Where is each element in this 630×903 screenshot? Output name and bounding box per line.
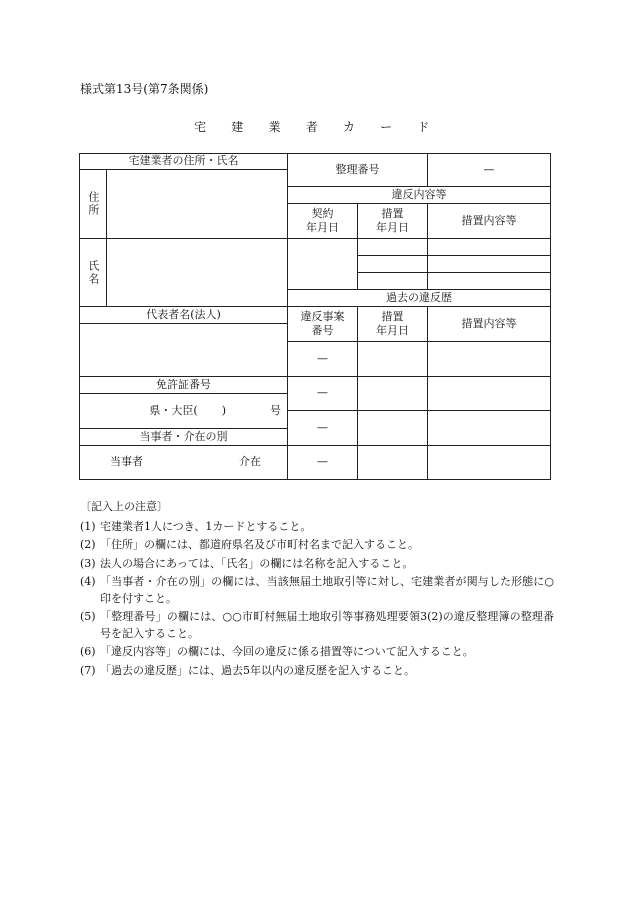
history-date-field[interactable] <box>358 377 428 411</box>
note-item: (3) 法人の場合にあっては、「氏名」の欄には名称を記入すること。 <box>80 556 414 570</box>
violation-contract-date-field[interactable] <box>288 239 358 290</box>
violation-col-contract-date: 契約 年月日 <box>288 204 358 239</box>
violation-row-date-field[interactable] <box>358 239 428 256</box>
history-date-field[interactable] <box>358 342 428 377</box>
history-date-field[interactable] <box>358 411 428 446</box>
notes-heading: 〔記入上の注意〕 <box>80 500 168 513</box>
form-number: 様式第13号(第7条関係) <box>80 82 209 96</box>
note-item: (7) 「過去の違反歴」には、過去5年以内の違反歴を記入すること。 <box>80 663 415 677</box>
history-header-cell: 過去の違反歴 <box>288 290 551 307</box>
history-detail-field[interactable] <box>428 377 551 411</box>
address-label-cell: 住所 <box>79 170 107 239</box>
ref-value-cell: — <box>428 153 551 187</box>
party-option-principal[interactable]: 当事者 <box>110 455 143 469</box>
history-row: — <box>288 446 358 480</box>
history-detail-field[interactable] <box>428 411 551 446</box>
violation-row-detail-field[interactable] <box>428 256 551 273</box>
name-field[interactable] <box>107 239 288 307</box>
address-field[interactable] <box>107 170 288 239</box>
history-row: — <box>288 411 358 446</box>
license-label-cell: 免許証番号 <box>79 377 288 394</box>
violation-row-detail-field[interactable] <box>428 273 551 290</box>
violation-col-action-date: 措置 年月日 <box>358 204 428 239</box>
history-date-field[interactable] <box>358 446 428 480</box>
license-field[interactable]: 県・大臣( ) 号 <box>79 394 288 429</box>
rep-label-cell: 代表者名(法人) <box>79 307 288 324</box>
violation-row-detail-field[interactable] <box>428 239 551 256</box>
party-option-intermediary[interactable]: 介在 <box>239 455 261 469</box>
page-title: 宅 建 業 者 カ ー ド <box>194 120 436 134</box>
name-label-cell: 氏名 <box>79 239 107 307</box>
violation-header-cell: 違反内容等 <box>288 187 551 204</box>
party-label-cell: 当事者・介在の別 <box>79 429 288 446</box>
history-row: — <box>288 342 358 377</box>
note-item: (2) 「住所」の欄には、都道府県名及び市町村名まで記入すること。 <box>80 538 419 551</box>
note-item: (6) 「違反内容等」の欄には、今回の違反に係る措置等について記入すること。 <box>80 645 474 658</box>
dealer-header-cell: 宅建業者の住所・氏名 <box>79 153 288 170</box>
party-field[interactable] <box>79 446 288 480</box>
violation-row-date-field[interactable] <box>358 273 428 290</box>
violation-col-action-details: 措置内容等 <box>428 204 551 239</box>
dealer-card-table <box>79 153 551 480</box>
violation-row-date-field[interactable] <box>358 256 428 273</box>
note-item: (5) 「整理番号」の欄には、○○市町村無届土地取引等事務処理要領3(2)の違反整理簿の整理番号を記入すること。 <box>80 610 554 640</box>
history-detail-field[interactable] <box>428 446 551 480</box>
rep-field[interactable] <box>79 324 288 377</box>
note-item: (1) 宅建業者1人につき、1カードとすること。 <box>80 519 312 533</box>
history-row: — <box>288 377 358 411</box>
history-col-action-details: 措置内容等 <box>428 307 551 342</box>
history-col-case-number: 違反事案 番号 <box>288 307 358 342</box>
history-col-action-date: 措置 年月日 <box>358 307 428 342</box>
note-item: (4) 「当事者・介在の別」の欄には、当該無届土地取引等に対し、宅建業者が関与した形態に○印を付すこと。 <box>80 575 554 605</box>
ref-label-cell: 整理番号 <box>288 153 428 187</box>
notes-section <box>80 499 554 681</box>
history-detail-field[interactable] <box>428 342 551 377</box>
